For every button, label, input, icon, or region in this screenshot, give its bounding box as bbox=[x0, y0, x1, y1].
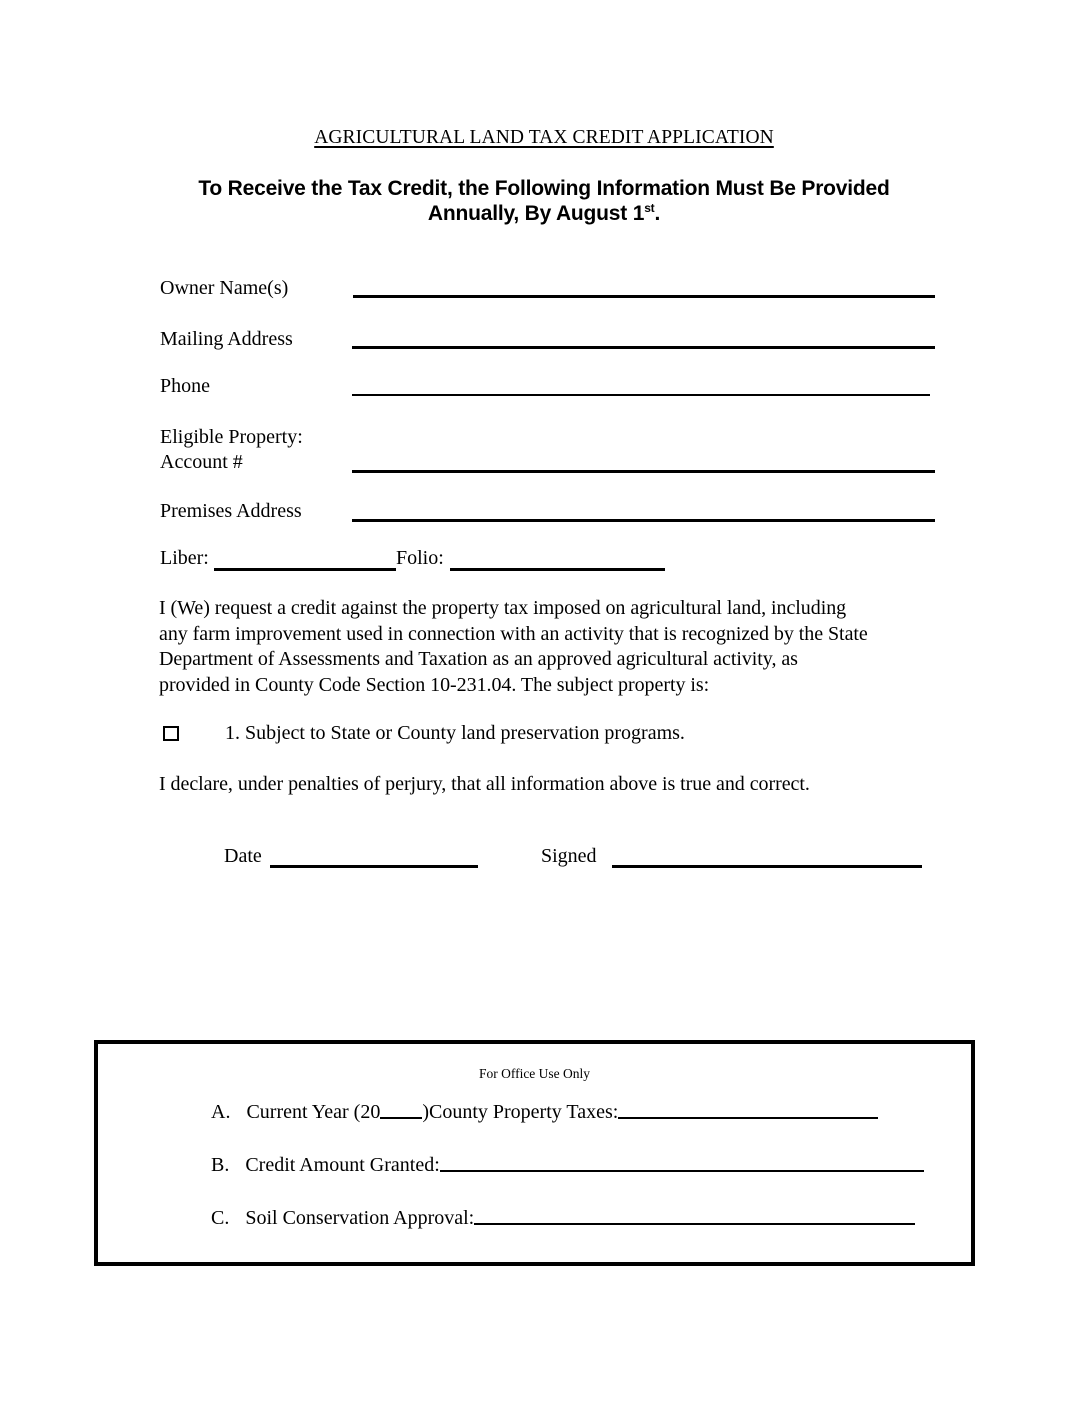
request-paragraph-line-1: I (We) request a credit against the property tax imposed on agricultural land, including bbox=[159, 597, 847, 619]
office-item-a-marker: A. bbox=[211, 1101, 231, 1123]
subtitle-line-2-pre: Annually, By August 1 bbox=[427, 202, 645, 225]
page-title bbox=[0, 128, 1088, 148]
request-paragraph-line-2: any farm improvement used in connection with an activity that is recognized by the State bbox=[159, 622, 868, 645]
office-item-c-text: Soil Conservation Approval: bbox=[245, 1207, 475, 1229]
input-phone[interactable] bbox=[352, 394, 930, 396]
office-item-a-text-pre: Current Year (20 bbox=[246, 1101, 381, 1123]
subtitle-line-2-post: . bbox=[654, 202, 661, 225]
input-liber[interactable] bbox=[214, 568, 396, 571]
checkbox-row-1[interactable] bbox=[160, 720, 980, 750]
input-current-year[interactable] bbox=[380, 1101, 422, 1119]
input-account-number[interactable] bbox=[352, 470, 935, 473]
label-owner-name: Owner Name(s) bbox=[160, 277, 289, 299]
office-use-heading: For Office Use Only bbox=[478, 1066, 591, 1081]
label-folio: Folio: bbox=[396, 547, 444, 569]
declaration-text: I declare, under penalties of perjury, that all information above is true and correct. bbox=[159, 773, 810, 795]
label-eligible-property: Eligible Property: bbox=[160, 426, 303, 448]
request-paragraph bbox=[159, 596, 949, 698]
input-soil-conservation-approval[interactable] bbox=[474, 1207, 915, 1225]
office-item-c bbox=[211, 1206, 915, 1230]
input-mailing-address[interactable] bbox=[352, 346, 935, 349]
label-account-number: Account # bbox=[160, 451, 243, 473]
label-premises-address: Premises Address bbox=[160, 500, 302, 522]
office-use-box bbox=[94, 1040, 975, 1266]
label-date: Date bbox=[224, 845, 262, 867]
checkbox-land-preservation[interactable] bbox=[163, 726, 179, 741]
office-item-a bbox=[211, 1100, 878, 1124]
request-paragraph-line-3: Department of Assessments and Taxation as an approved agricultural activity, as bbox=[159, 648, 798, 670]
checkbox-label-land-preservation: 1. Subject to State or County land preservation programs. bbox=[225, 722, 685, 744]
page-subtitle bbox=[94, 176, 994, 226]
office-item-a-text-post: )County Property Taxes: bbox=[422, 1101, 619, 1123]
input-folio[interactable] bbox=[450, 568, 665, 571]
input-signed[interactable] bbox=[612, 865, 922, 868]
page-title-text: AGRICULTURAL LAND TAX CREDIT APPLICATION bbox=[314, 127, 774, 148]
office-item-b-marker: B. bbox=[211, 1154, 230, 1176]
input-premises-address[interactable] bbox=[352, 519, 935, 522]
signature-row bbox=[0, 844, 1088, 874]
label-liber: Liber: bbox=[160, 547, 209, 569]
subtitle-line-2 bbox=[94, 201, 994, 226]
subtitle-line-1: To Receive the Tax Credit, the Following Information Must Be Provided bbox=[198, 177, 890, 200]
label-mailing-address: Mailing Address bbox=[160, 328, 293, 350]
office-item-b bbox=[211, 1153, 924, 1177]
office-item-c-marker: C. bbox=[211, 1207, 230, 1229]
input-credit-amount-granted[interactable] bbox=[440, 1154, 924, 1172]
office-item-b-text: Credit Amount Granted: bbox=[245, 1154, 440, 1176]
request-paragraph-line-4: provided in County Code Section 10-231.04. The subject property is: bbox=[159, 673, 710, 696]
input-date[interactable] bbox=[270, 865, 478, 868]
label-phone: Phone bbox=[160, 375, 210, 397]
input-owner-name[interactable] bbox=[353, 295, 935, 298]
ordinal-suffix: st bbox=[644, 201, 655, 215]
input-county-property-taxes[interactable] bbox=[618, 1101, 878, 1119]
label-signed: Signed bbox=[541, 845, 597, 867]
